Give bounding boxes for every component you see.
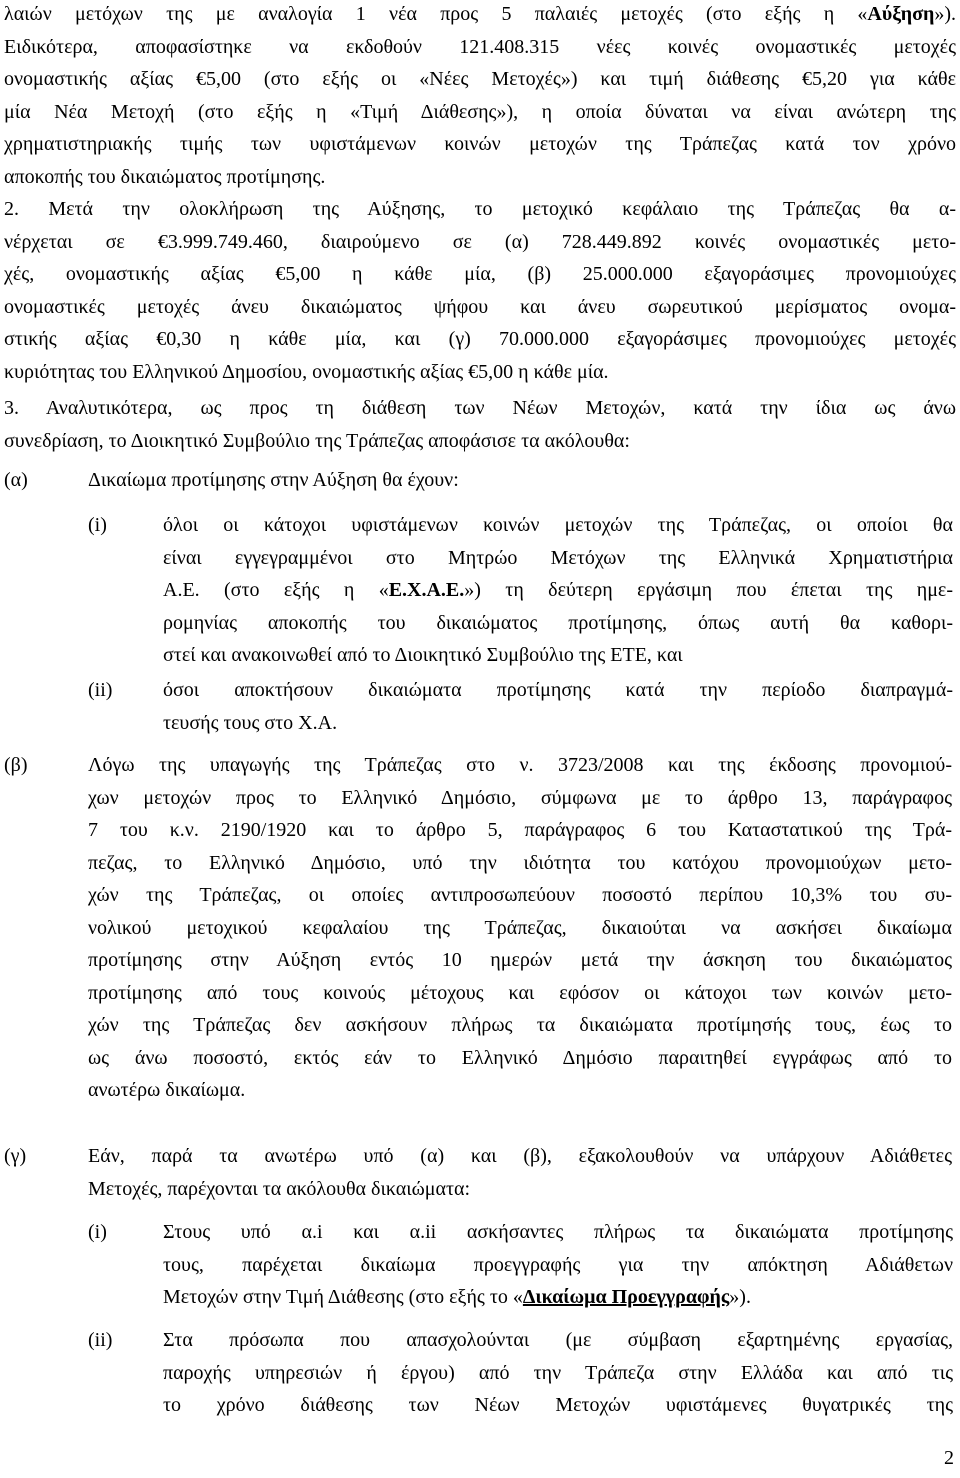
paragraph-3-line-2: συνεδρίαση, το Διοικητικό Συμβούλιο της Τράπεζας αποφάσισε τα ακόλουθα:: [4, 429, 630, 452]
item-a-sub-ii-text: όσοι αποκτήσουν δικαιώματα προτίμησης κατά την περίοδο διαπραγμά- τευσής τους στο Χ.Α.: [163, 679, 953, 734]
paragraph-1-line-6: αποκοπής του δικαιώματος προτίμησης.: [4, 165, 326, 188]
paragraph-3: [4, 392, 956, 457]
paragraph-2-line-6: κυριότητας του Ελληνικού Δημοσίου, ονομαστικής αξίας €5,00 η κάθε μία.: [4, 360, 609, 383]
paragraph-1-line-3: ονομαστικής αξίας €5,00 (στο εξής οι «Νέες Μετοχές») και τιμή διάθεσης €5,20 για κάθε: [4, 68, 956, 90]
paragraph-2-line-5: στικής αξίας €0,30 η κάθε μία, και (γ) 70.000.000 εξαγοράσιμες προνομιούχες μετοχές: [4, 328, 956, 350]
item-a-label: (α): [4, 469, 28, 491]
item-c-label: (γ): [4, 1145, 27, 1167]
item-a-sub-ii-label: (ii): [88, 679, 113, 701]
paragraph-1-line-2: Ειδικότερα, αποφασίστηκε να εκδοθούν 121.408.315 νέες κοινές ονομαστικές μετοχές: [4, 35, 956, 58]
item-a-sub-i-label: (i): [88, 514, 107, 536]
paragraph-1: [4, 0, 956, 193]
item-c-text: Εάν, παρά τα ανωτέρω υπό (α) και (β), εξακολουθούν να υπάρχουν Αδιάθετες Μετοχές, παρέχονται τα ακόλουθα δικαιώματα:: [88, 1145, 952, 1200]
bold-term-dikaioma-proeggrafis: Δικαίωμα Προεγγραφής: [522, 1286, 730, 1308]
page-number: 2: [944, 1447, 954, 1469]
item-c-sub-i-text: Στους υπό α.i και α.ii ασκήσαντες πλήρως τα δικαιώματα προτίμησης τους, παρέχεται δικαίωμα προεγγραφής για την απόκτηση Αδιάθετων Μετοχών στην Τιμή Διάθεσης (στο εξής το «Δικαίωμα Προεγγραφής»).: [163, 1221, 953, 1308]
paragraph-1-line-4: μία Νέα Μετοχή (στο εξής η «Τιμή Διάθεσης»), η οποία δύναται να είναι ανώτερη της: [4, 100, 956, 123]
paragraph-3-line-1: 3. Αναλυτικότερα, ως προς τη διάθεση των Νέων Μετοχών, κατά την ίδια ως άνω: [4, 397, 956, 419]
paragraph-2-line-1: 2. Μετά την ολοκλήρωση της Αύξησης, το μετοχικό κεφάλαιο της Τράπεζας θα α-: [4, 198, 956, 220]
bold-term-afxisi: Αύξηση: [867, 3, 935, 25]
bold-term-exae: Ε.Χ.Α.Ε.: [388, 579, 465, 601]
paragraph-2-line-4: ονομαστικές μετοχές άνευ δικαιώματος ψήφου και άνευ σωρευτικού μερίσματος ονομα-: [4, 295, 956, 318]
item-a-heading: Δικαίωμα προτίμησης στην Αύξηση θα έχουν:: [88, 469, 459, 491]
item-c-sub-ii-label: (ii): [88, 1329, 113, 1351]
paragraph-2: [4, 193, 956, 388]
item-c-sub-ii-text: Στα πρόσωπα που απασχολούνται (με σύμβαση εξαρτημένης εργασίας, παροχής υπηρεσιών ή έργου) από την Τράπεζα στην Ελλάδα και από τις το χρόνο διάθεσης των Νέων Μετοχών υφιστάμενες θυγατρικές της: [163, 1329, 953, 1416]
paragraph-2-line-3: χές, ονομαστικής αξίας €5,00 η κάθε μία, (β) 25.000.000 εξαγοράσιμες προνομιούχες: [4, 263, 956, 285]
item-c-sub-i-label: (i): [88, 1221, 107, 1243]
paragraph-2-line-2: νέρχεται σε €3.999.749.460, διαιρούμενο σε (α) 728.449.892 κοινές ονομαστικές μετο-: [4, 230, 956, 253]
item-a-sub-i-text: όλοι οι κάτοχοι υφιστάμενων κοινών μετοχών της Τράπεζας, οι οποίοι θα είναι εγγεγραμμένοι στο Μητρώο Μετόχων της Ελληνικά Χρηματιστήρια Α.Ε. (στο εξής η «Ε.Χ.Α.Ε.») τη δεύτερη εργάσιμη που έπεται της ημε- ρομηνίας αποκοπής του δικαιώματος προτίμησης, όπως αυτή θα καθορι- στεί και ανακοινωθεί από το Διοικητικό Συμβούλιο της ΕΤΕ, και: [163, 514, 953, 666]
paragraph-1-line-1: λαιών μετόχων της με αναλογία 1 νέα προς 5 παλαιές μετοχές (στο εξής η «Αύξηση»).: [4, 3, 956, 25]
paragraph-1-line-5: χρηματιστηριακής τιμής των υφιστάμενων κοινών μετοχών της Τράπεζας κατά τον χρόνο: [4, 133, 956, 155]
item-b-label: (β): [4, 754, 28, 776]
item-b-text: Λόγω της υπαγωγής της Τράπεζας στο ν. 3723/2008 και της έκδοσης προνομιού- χων μετοχών προς το Ελληνικό Δημόσιο, σύμφωνα με το άρθρο 13, παράγραφος 7 του κ.ν. 2190/1920 και το άρθρο 5, παράγραφος 6 του Καταστατικού της Τρά- πεζας, το Ελληνικό Δημόσιο, υπό την ιδιότητα του κατόχου προνομιούχων μετο- χών της Τράπεζας, οι οποίες αντιπροσωπεύουν ποσοστό περίπου 10,3% του συ- νολικού μετοχικού κεφαλαίου της Τράπεζας, δικαιούται να ασκήσει δικαίωμα προτίμησης στην Αύξηση εντός 10 ημερών μετά την άσκηση του δικαιώματος προτίμησης από τους κοινούς μέτοχους και εφόσον οι κάτοχοι των κοινών μετο- χών της Τράπεζας δεν ασκήσουν πλήρως τα δικαιώματα προτίμησής τους, έως το ως άνω ποσοστό, εκτός εάν το Ελληνικό Δημόσιο παραιτηθεί εγγράφως από το ανωτέρω δικαίωμα.: [88, 754, 952, 1101]
